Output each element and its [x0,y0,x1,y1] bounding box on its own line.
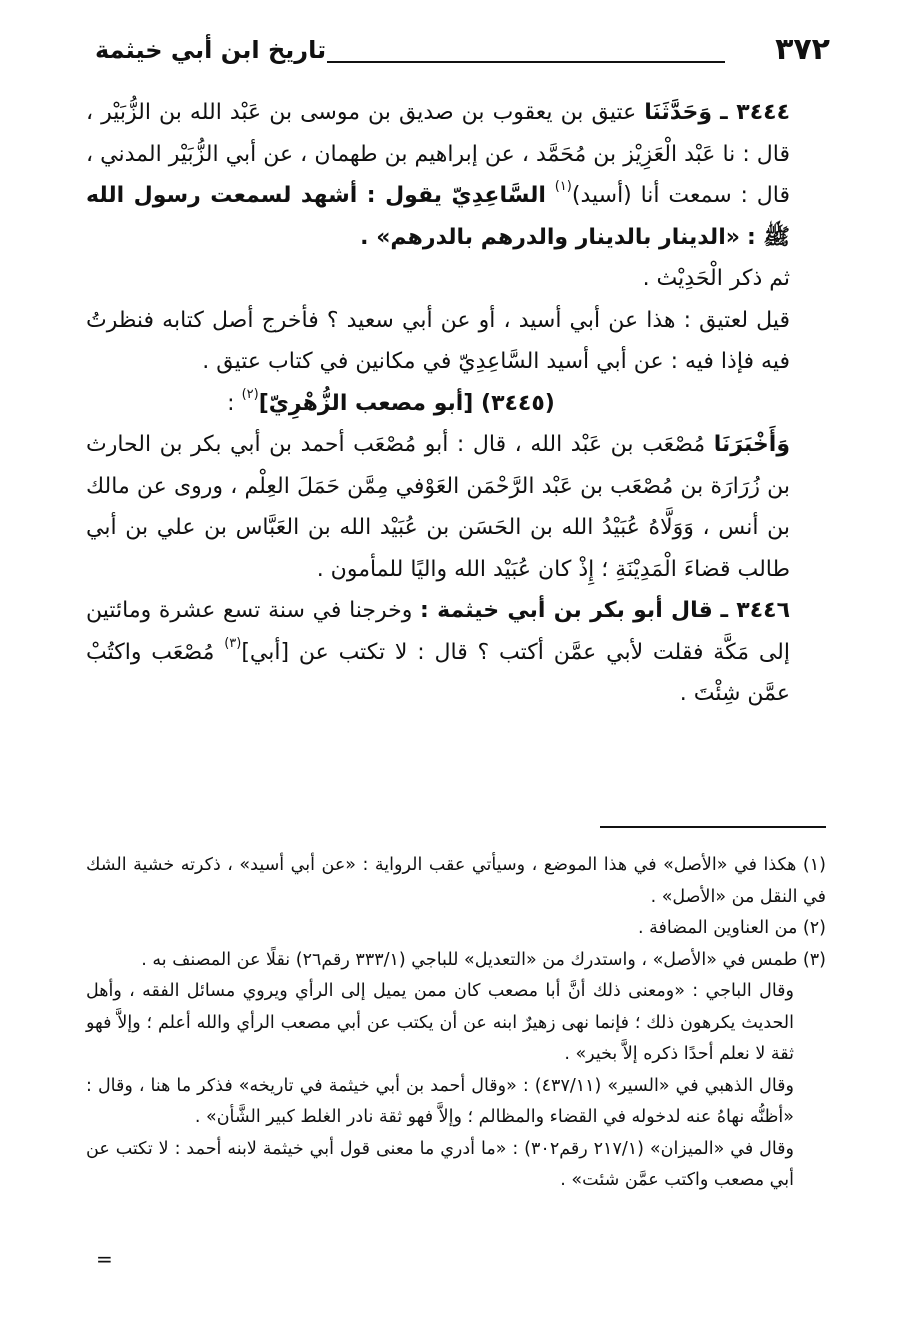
hadith-3444-text-a: عتيق بن يعقوب بن صديق بن موسى بن عَبْد الله بن الزُّبَيْر ، قال : نا عَبْد الْعَزِيْز بن مُحَمَّد ، عن إبراهيم بن طهمان ، عن أبي الزُّبَيْر المدني ، قال : سمعت أنا (أسيد) [86,100,790,208]
heading-3445-colon: : [227,390,235,416]
hadith-3446 [86,590,826,715]
page-header [95,30,830,76]
running-title: تاريخ ابن أبي خيثمة [95,36,327,64]
continuation-mark: = [96,1247,113,1271]
after-note: ثم ذكر الْحَدِيْث . [642,266,790,291]
heading-3445-title: (٣٤٤٥) [أبو مصعب الزُّهْرِيّ] [258,390,555,416]
header-rule [327,61,725,63]
footnote-1: (١) هكذا في «الأصل» في هذا الموضع ، وسيأتي عقب الرواية : «عن أبي أسيد» ، ذكرته خشية الشك في النقل من «الأصل» . [86,855,826,907]
heading-3445 [86,383,826,425]
footnote-3: (٣) طمس في «الأصل» ، واستدرك من «التعديل» للباجي (٣٣٣/١ رقم٢٦) نقلًا عن المصنف به . [141,949,826,970]
hadith-3445-text: مُصْعَب بن عَبْد الله ، قال : أبو مُصْعَب أحمد بن أبي بكر بن الحارث بن زُرَارَة بن مُصْعَب بن عَبْد الرَّحْمَن العَوْفي مِمَّن حَمَلَ العِلْم ، وروى عن مالك بن أنس ، وَوَلَّاهُ عُبَيْدُ الله بن الحَسَن بن عُبَيْد الله بن العَبَّاس بن علي بن أبي طالب قضاءَ الْمَدِيْنَةِ ؛ إِذْ كان عُبَيْد الله واليًا للمأمون . [86,432,790,582]
hadith-3444-quote: «الدينار بالدينار والدرهم بالدرهم» . [360,224,740,250]
footnote-3-mizan: وقال في «الميزان» (٢١٧/١ رقم٣٠٢) : «ما أدري ما معنى قول أبي خيثمة لابنه أحمد : لا تكتب عن أبي مصعب واكتب عمَّن شئت» . [86,1138,794,1190]
hadith-3444 [86,92,826,258]
hadith-number-3446: ٣٤٤٦ ـ [720,598,791,623]
footnote-2: (٢) من العناوين المضافة . [637,918,826,938]
hadith-3446-lead: قال أبو بكر بن أبي خيثمة : [420,598,713,623]
hadith-3444-text-b: السَّاعِدِيّ يقول : أشهد لسمعت رسول الله ﷺ : [86,183,790,250]
main-text [86,92,826,715]
footnote-marker-2[interactable]: (٢) [241,386,259,402]
footnote-3-dhahabi: وقال الذهبي في «السير» (٤٣٧/١١) : «وقال أحمد بن أبي خيثمة في تاريخه» فذكر ما هنا ، وقال : «أظنُّه نهاهُ عنه لدخوله في القضاء والمظالم ؛ وإلاَّ فهو ثقة نادر الغلط كبير الشَّأن» . [86,1075,794,1127]
qila-paragraph: قيل لعتيق : هذا عن أبي أسيد ، أو عن أبي سعيد ؟ فأخرج أصل كتابه فنظرتُ فيه فإذا فيه : عن أبي أسيد السَّاعِدِيّ في مكانين في كتاب عتيق . [86,307,790,374]
footnote-separator [600,826,826,828]
footnotes [86,850,826,1197]
footnote-3-baji: وقال الباجي : «ومعنى ذلك أنَّ أبا مصعب كان ممن يميل إلى الرأي ويروي مسائل الفقه ، وأهل الحديث يكرهون ذلك ؛ فإنما نهى زهيرٌ ابنه عن أن يكتب عن أبي مصعب الرأي والله أعلم ؛ وإلاَّ فهو ثقة لا نعلم أحدًا ذكره إلاَّ بخير» . [86,981,794,1064]
hadith-number-3444: ٣٤٤٤ ـ [720,100,790,125]
hadith-3445 [86,424,826,590]
footnote-marker-1[interactable]: (١) [554,179,572,194]
footnote-marker-3[interactable]: (٣) [224,635,242,651]
hadith-3445-lead: وَأَخْبَرَنَا [713,432,790,457]
hadith-3446-text-b: مُصْعَب واكتُبْ عمَّن شِئْتَ . [86,639,790,706]
hadith-3446-text-a: وخرجنا في سنة تسع عشرة ومائتين إلى مَكَّة فقلت لأبي عمَّن أكتب ؟ قال : لا تكتب عن [أبي] [86,598,790,665]
hadith-3444-lead: وَحَدَّثَنَا [644,100,713,125]
page-number: ٣٧٢ [775,32,830,67]
